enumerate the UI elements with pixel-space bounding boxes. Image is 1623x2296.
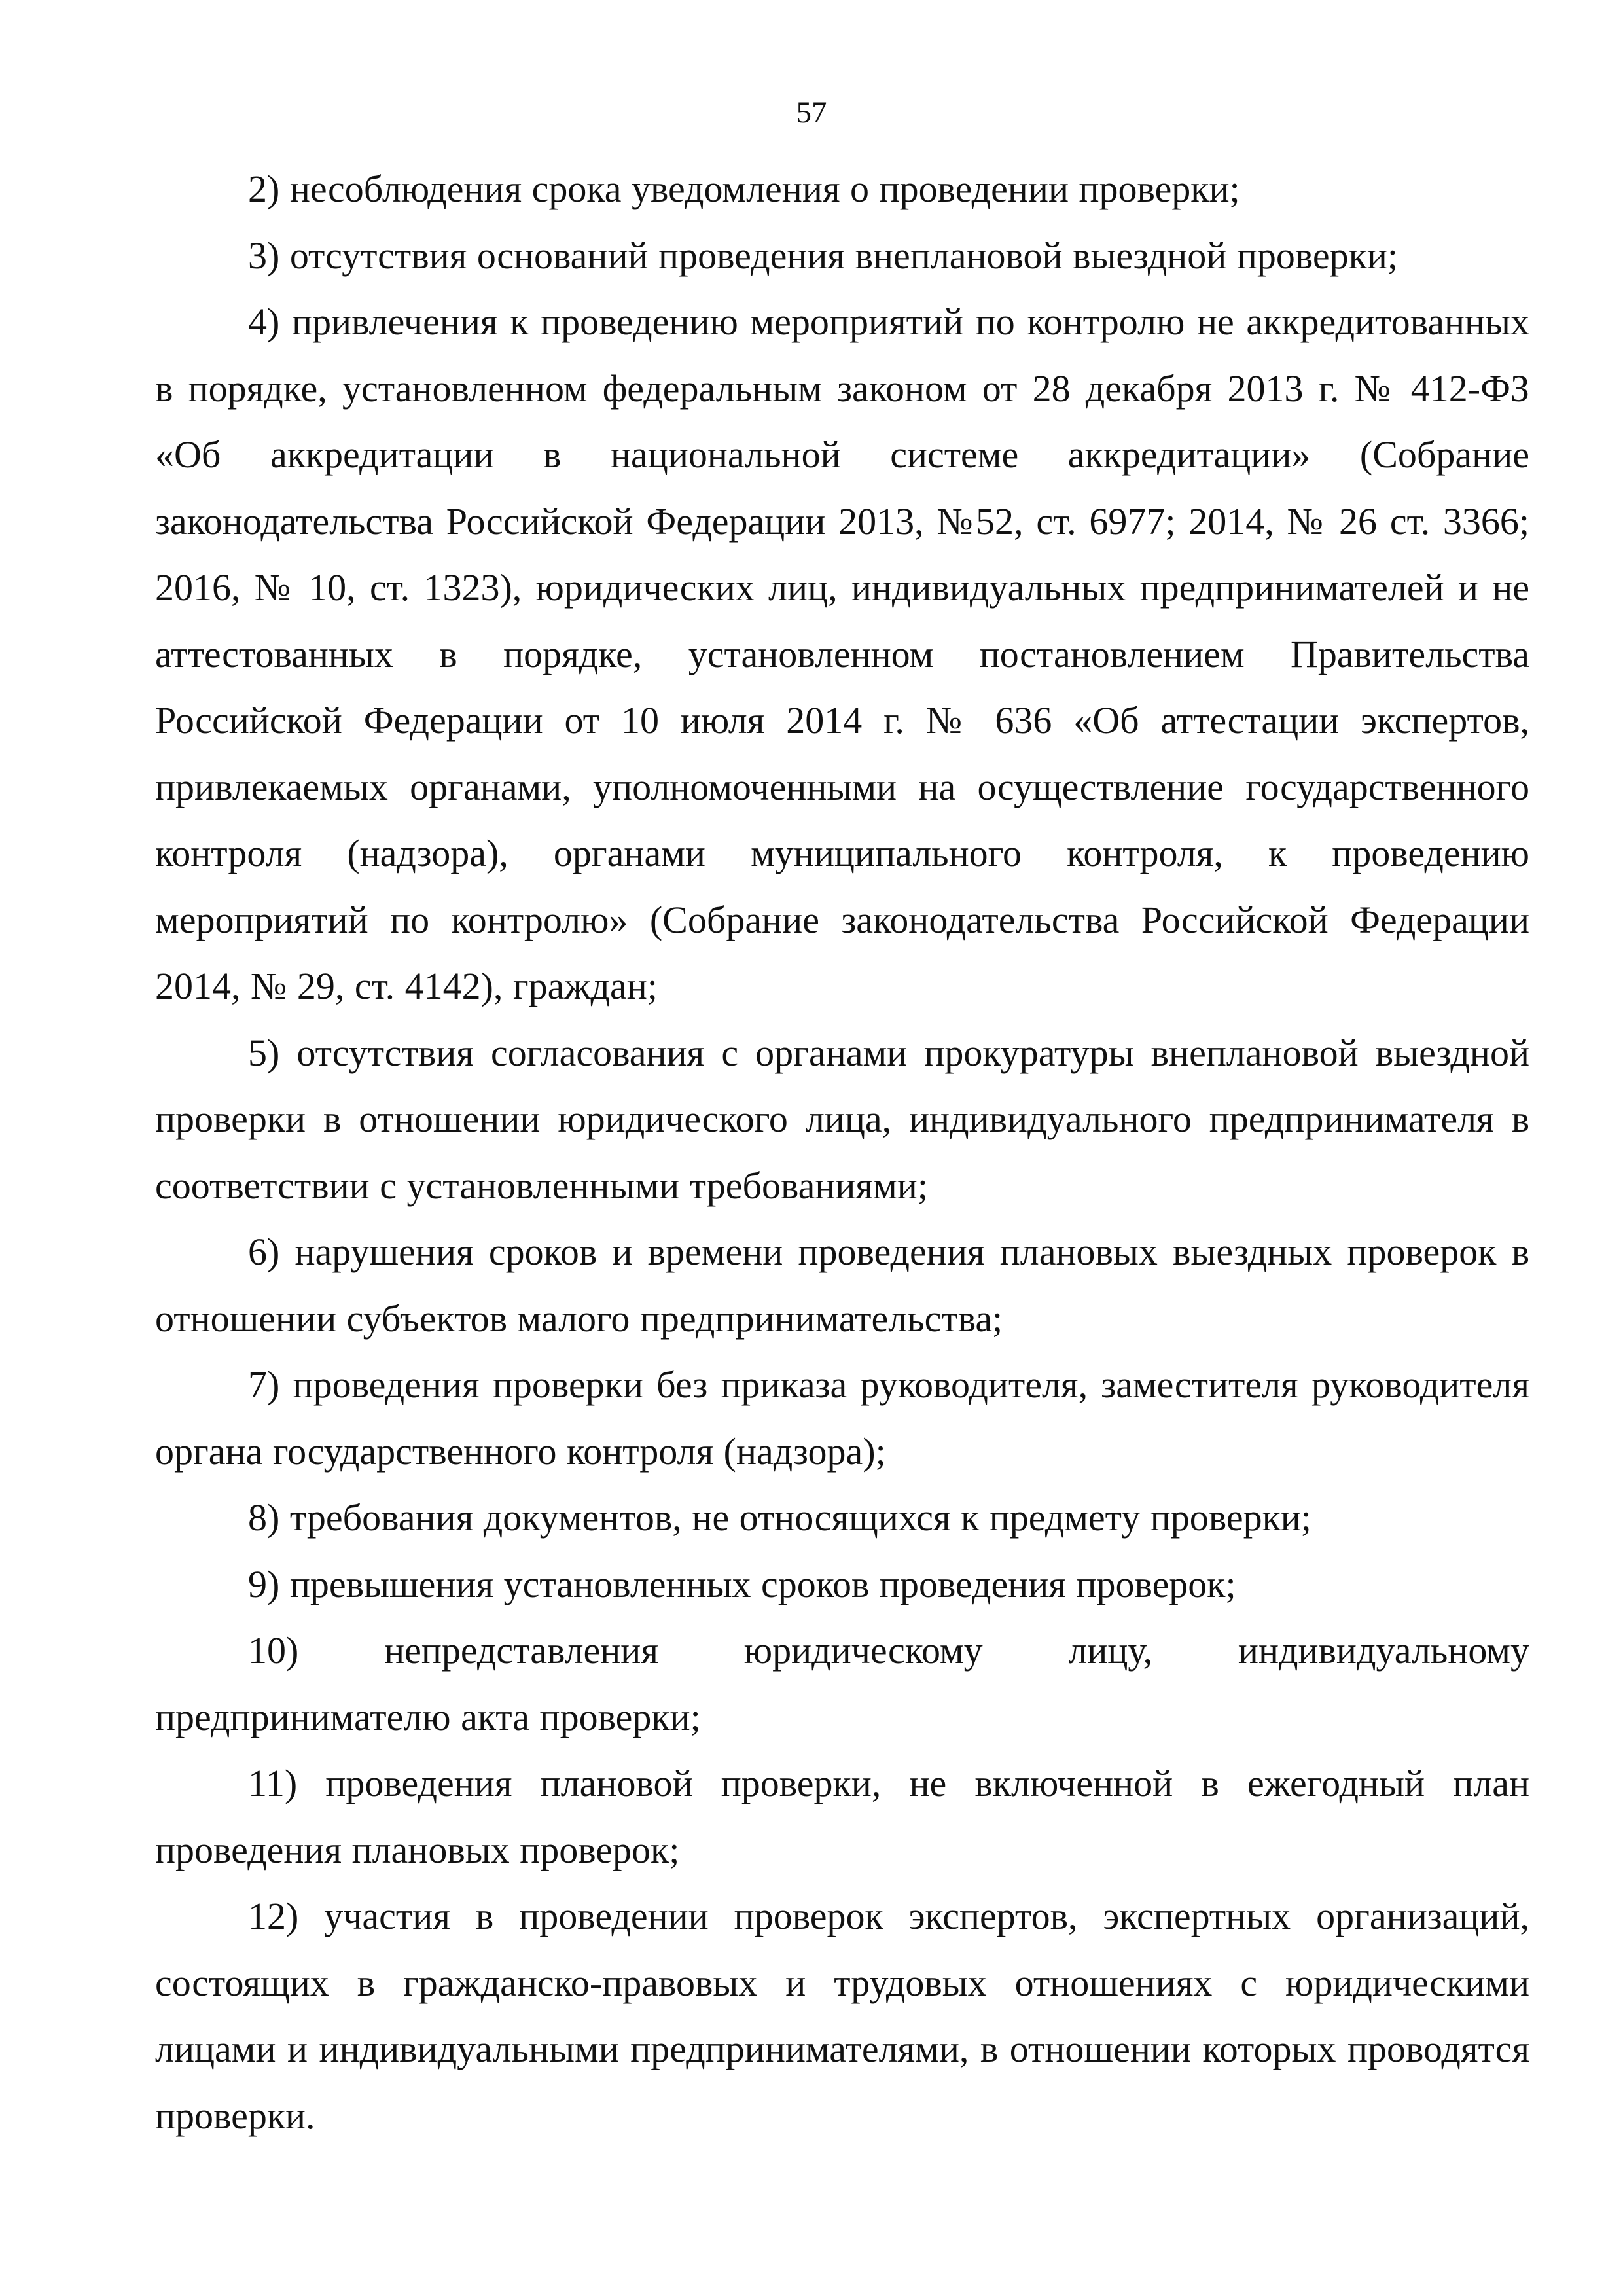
paragraph-item-5: 5) отсутствия согласования с органами прокуратуры внеплановой выездной проверки в отношении юридического лица, индивидуального предпринимателя в соответствии с установленными требованиями; xyxy=(155,1031,1529,1207)
paragraph-item-8: 8) требования документов, не относящихся к предмету проверки; xyxy=(248,1496,1311,1539)
paragraph-item-3: 3) отсутствия оснований проведения внеплановой выездной проверки; xyxy=(248,234,1398,277)
page-number: 57 xyxy=(796,96,827,130)
paragraph-item-9: 9) превышения установленных сроков проведения проверок; xyxy=(248,1562,1236,1605)
paragraph-item-2: 2) несоблюдения срока уведомления о проведении проверки; xyxy=(248,168,1240,210)
paragraph-item-6: 6) нарушения сроков и времени проведения плановых выездных проверок в отношении субъектов малого предпринимательства; xyxy=(155,1230,1529,1340)
paragraph-item-10: 10) непредставления юридическому лицу, индивидуальному предпринимателю акта проверки; xyxy=(155,1629,1529,1738)
paragraph-item-11: 11) проведения плановой проверки, не включенной в ежегодный план проведения плановых проверок; xyxy=(155,1762,1529,1871)
paragraph-item-7: 7) проведения проверки без приказа руководителя, заместителя руководителя органа государственного контроля (надзора); xyxy=(155,1363,1529,1473)
document-body xyxy=(155,156,1529,2149)
paragraph-item-4: 4) привлечения к проведению мероприятий по контролю не аккредитованных в порядке, установленном федеральным законом от 28 декабря 2013 г. № 412-ФЗ «Об аккредитации в национальной системе аккредитации» (Собрание законодательства Российской Федерации 2013, №52, ст. 6977; 2014, № 26 ст. 3366; 2016, № 10, ст. 1323), юридических лиц, индивидуальных предпринимателей и не аттестованных в порядке, установленном постановлением Правительства Российской Федерации от 10 июля 2014 г. № 636 «Об аттестации экспертов, привлекаемых органами, уполномоченными на осуществление государственного контроля (надзора), органами муниципального контроля, к проведению мероприятий по контролю» (Собрание законодательства Российской Федерации 2014, № 29, ст. 4142), граждан; xyxy=(155,300,1529,1007)
paragraph-item-12: 12) участия в проведении проверок экспертов, экспертных организаций, состоящих в гражданско-правовых и трудовых отношениях с юридическими лицами и индивидуальными предпринимателями, в отношении которых проводятся проверки. xyxy=(155,1895,1529,2137)
